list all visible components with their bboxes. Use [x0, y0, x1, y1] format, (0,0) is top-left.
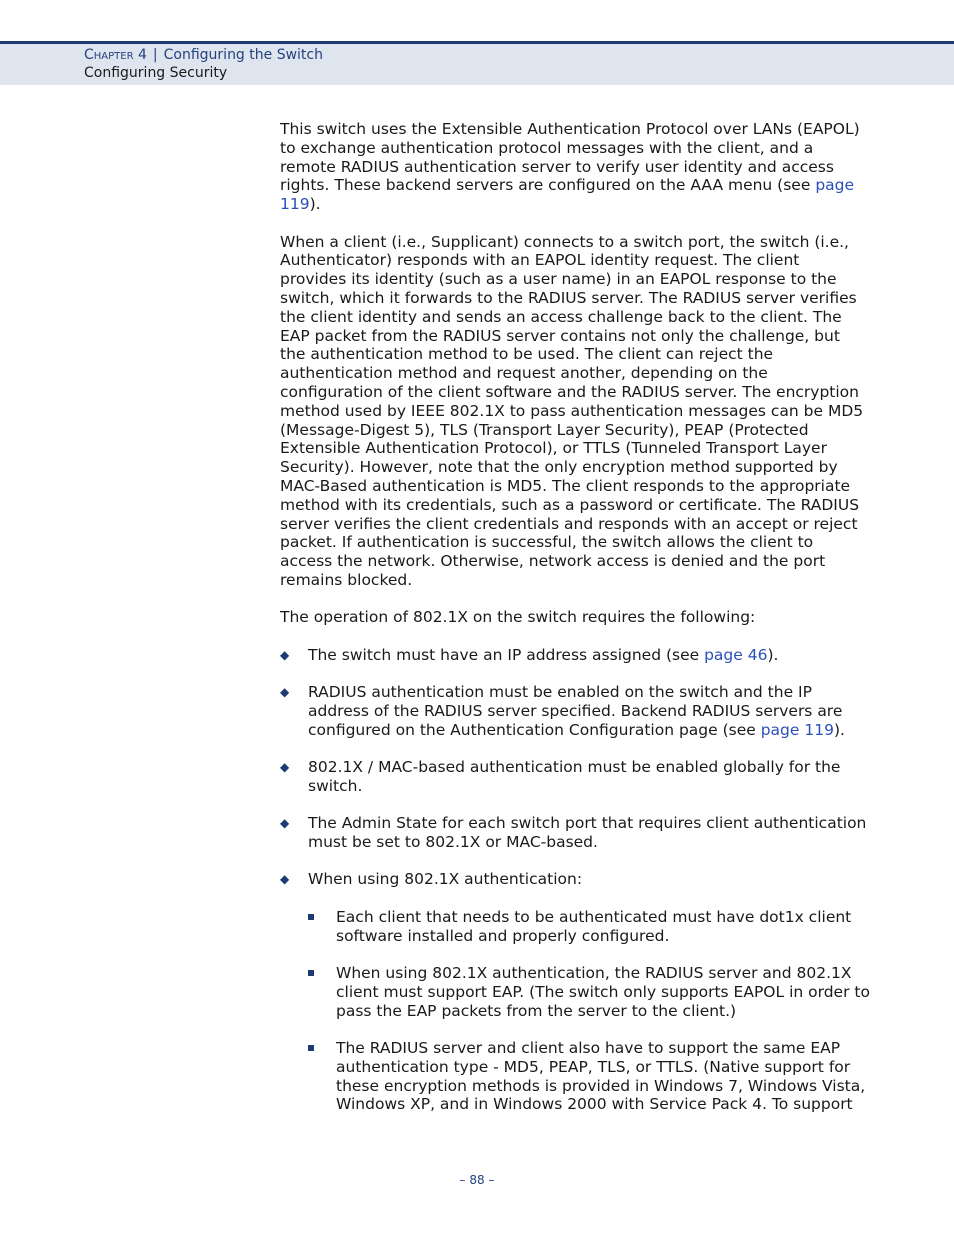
square-bullet-icon: [308, 914, 314, 920]
list-item-text: The switch must have an IP address assigned (see: [308, 645, 705, 664]
diamond-bullet-icon: ◆: [280, 872, 290, 887]
paragraph-requirements-intro: The operation of 802.1X on the switch requires the following:: [280, 608, 756, 627]
list-item: [280, 814, 870, 852]
list-item-text: RADIUS authentication must be enabled on the switch and the IP address of the RADIUS server specified. Backend RADIUS servers are configured on the Authentication Configuration page (see: [308, 683, 843, 739]
diamond-bullet-icon: ◆: [280, 760, 290, 775]
list-item-text: The Admin State for each switch port that requires client authentication must be set to 802.1X or MAC-based.: [308, 814, 867, 852]
chapter-label: Chapter 4: [84, 47, 147, 63]
body-content: [280, 120, 870, 1133]
square-bullet-icon: [308, 1045, 314, 1051]
page-119-link[interactable]: page 119: [280, 176, 855, 214]
diamond-bullet-icon: ◆: [280, 647, 290, 662]
list-item-text-end: ).: [833, 720, 845, 739]
list-item-text-end: ).: [767, 645, 779, 664]
running-header: [0, 41, 954, 85]
requirements-list: [280, 646, 870, 1115]
list-item: [280, 646, 870, 665]
sub-list-item-text: The RADIUS server and client also have to support the same EAP authentication type - MD5, PEAP, TLS, or TTLS. (Native support for these encryption methods is provided in Windows 7, Windows Vista, Windows XP, and in Windows 2000 with Service Pack 4. To support: [336, 1039, 866, 1114]
diamond-bullet-icon: ◆: [280, 685, 290, 700]
sub-list-item-text: Each client that needs to be authenticated must have dot1x client software installed and properly configured.: [336, 907, 852, 945]
chapter-title: Configuring the Switch: [163, 47, 323, 63]
section-title: Configuring Security: [84, 65, 228, 81]
sub-list-item: [308, 964, 870, 1020]
header-chapter-line: [84, 47, 323, 63]
list-item-text: 802.1X / MAC-based authentication must be enabled globally for the switch.: [308, 758, 841, 795]
paragraph-client-auth: When a client (i.e., Supplicant) connects to a switch port, the switch (i.e., Authenticator) responds with an EAPOL identity request. The client provides its identity (such as a user name) in an EAPOL response to the switch, which it forwards to the RADIUS server. The RADIUS server verifies the client identity and sends an access challenge back to the client. The EAP packet from the RADIUS server contains not only the challenge, but the authentication method to be used. The client can reject the authentication method and request another, depending on the configuration of the client software and the RADIUS server. The encryption method used by IEEE 802.1X to pass authentication messages can be MD5 (Message-Digest 5), TLS (Transport Layer Security), PEAP (Protected Extensible Authentication Protocol), or TTLS (Tunneled Transport Layer Security). However, note that the only encryption method supported by MAC-Based authentication is MD5. The client responds to the appropriate method with its credentials, such as a password or certificate. The RADIUS server verifies the client credentials and responds with an accept or reject packet. If authentication is successful, the switch allows the client to access the network. Otherwise, network access is denied and the port remains blocked.: [280, 232, 864, 589]
paragraph-text-end: ).: [309, 195, 321, 214]
diamond-bullet-icon: ◆: [280, 816, 290, 831]
sub-list-item: [308, 1039, 870, 1114]
page-46-link[interactable]: page 46: [704, 645, 768, 664]
sub-list-item: [308, 908, 870, 946]
list-item: [280, 758, 870, 796]
page-number: – 88 –: [459, 1173, 495, 1187]
sub-requirements-list: [308, 908, 870, 1114]
square-bullet-icon: [308, 970, 314, 976]
page-119-link[interactable]: page 119: [760, 720, 834, 739]
list-item: [280, 683, 870, 739]
header-separator: |: [152, 47, 158, 63]
sub-list-item-text: When using 802.1X authentication, the RADIUS server and 802.1X client must support EAP. (The switch only supports EAPOL in order to pass the EAP packets from the server to the client.): [336, 964, 870, 1020]
paragraph-text: This switch uses the Extensible Authentication Protocol over LANs (EAPOL) to exchange authentication protocol messages with the client, and a remote RADIUS authentication server to verify user identity and access rights. These backend servers are configured on the AAA menu (see: [280, 120, 860, 195]
list-item: [280, 870, 870, 1114]
list-item-text: When using 802.1X authentication:: [308, 870, 583, 889]
paragraph-eapol-intro: [280, 120, 870, 214]
